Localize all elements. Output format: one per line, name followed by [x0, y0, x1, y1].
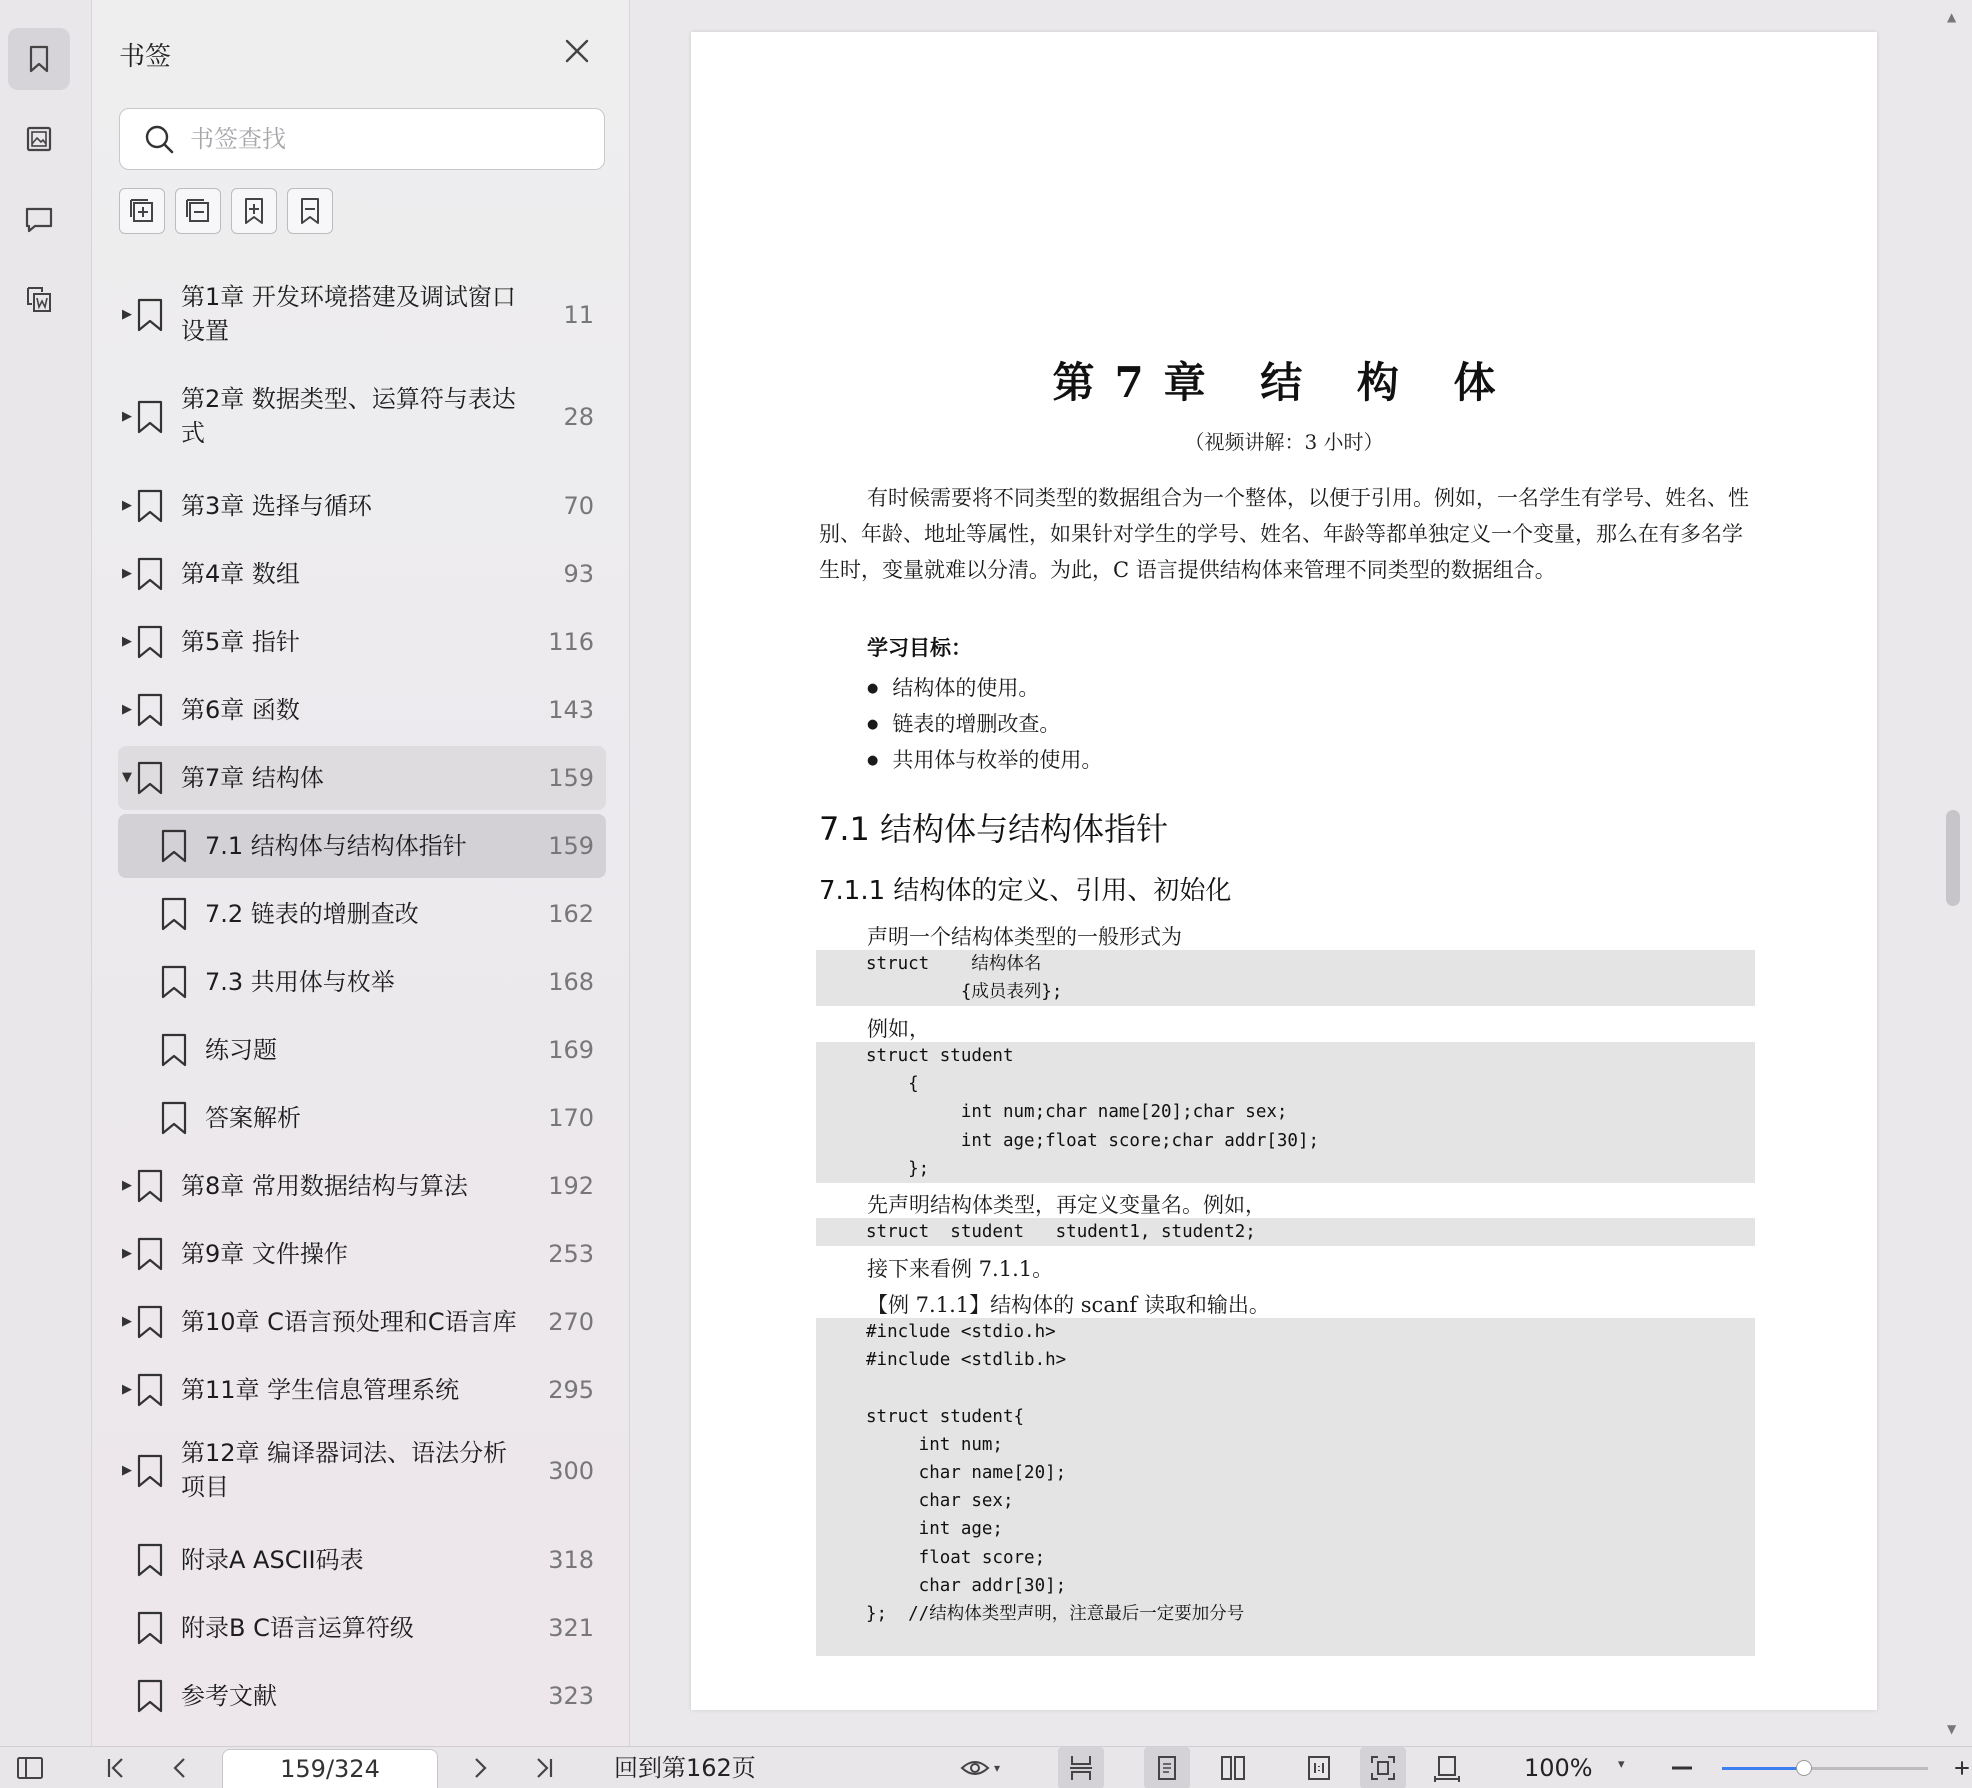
single-page-icon [1152, 1753, 1182, 1783]
chevron-left-icon [165, 1753, 195, 1783]
bookmark-page-number: 11 [563, 301, 594, 329]
bookmark-page-number: 321 [548, 1614, 594, 1642]
bookmark-icon [136, 625, 164, 659]
bookmark-icon [160, 897, 188, 931]
collapsed-arrow-icon[interactable]: ▶ [122, 1463, 132, 1478]
bookmark-page-number: 70 [563, 492, 594, 520]
sidebar-icon [15, 1753, 45, 1783]
actual-size-button[interactable] [1296, 1747, 1342, 1788]
panel-title: 书签 [119, 42, 172, 72]
return-to-page-link[interactable]: 回到第162页 [614, 1754, 756, 1782]
bookmark-item[interactable] [118, 746, 606, 810]
code-line: }; //结构体类型声明，注意最后一定要加分号 [866, 1603, 1245, 1624]
collapsed-arrow-icon[interactable]: ▶ [122, 634, 132, 649]
single-page-button[interactable] [1144, 1747, 1190, 1788]
bookmark-icon [136, 1373, 164, 1407]
close-icon[interactable] [560, 34, 594, 68]
zoom-level[interactable]: 100% [1524, 1754, 1593, 1782]
zoom-slider-handle[interactable] [1796, 1760, 1812, 1776]
bookmark-label: 第1章 开发环境搭建及调试窗口设置 [181, 283, 516, 345]
two-page-icon [1218, 1753, 1248, 1783]
bookmark-icon [136, 298, 164, 332]
section-heading: 7.1 结构体与结构体指针 [819, 810, 1169, 848]
search-icon [142, 122, 176, 156]
bookmark-label: 第12章 编译器词法、语法分析项目 [181, 1439, 508, 1501]
expand-all-button[interactable] [119, 188, 165, 234]
chevron-right-icon [465, 1753, 495, 1783]
bookmark-page-number: 159 [548, 764, 594, 792]
code-line: struct student [866, 1046, 1014, 1066]
first-page-button[interactable] [96, 1747, 136, 1788]
intro-paragraph: 有时候需要将不同类型的数据组合为一个整体，以便于引用。例如，一名学生有学号、姓名、性别、年龄、地址等属性，如果针对学生的学号、姓名、年龄等都单独定义一个变量，那么在有多名学生时，变量就难以分清。为此，C 语言提供结构体来管理不同类型的数据组合。 [819, 486, 1749, 582]
fit-width-button[interactable] [1424, 1747, 1470, 1788]
code-line: }; [866, 1158, 930, 1179]
bookmark-icon [136, 1611, 164, 1645]
bookmark-item[interactable] [118, 1154, 606, 1218]
last-page-icon [529, 1753, 559, 1783]
bookmark-item[interactable] [118, 678, 606, 742]
next-page-button[interactable] [460, 1747, 500, 1788]
bookmark-panel-button[interactable] [8, 28, 70, 90]
left-rail [0, 0, 92, 1746]
body-text: 先声明结构体类型，再定义变量名。例如， [867, 1193, 1266, 1217]
collapsed-arrow-icon[interactable]: ▶ [122, 1246, 132, 1261]
bookmark-item[interactable] [118, 950, 606, 1014]
fit-page-icon [1368, 1753, 1398, 1783]
bookmark-label: 7.1 结构体与结构体指针 [205, 832, 467, 860]
remove-bookmark-icon [294, 195, 326, 227]
bookmark-icon [136, 1543, 164, 1577]
bookmark-page-number: 295 [548, 1376, 594, 1404]
body-text: 接下来看例 7.1.1。 [867, 1257, 1054, 1281]
body-text: 例如， [867, 1017, 930, 1041]
bottom-toolbar [0, 1746, 1972, 1788]
goal-item: ● 共用体与枚举的使用。 [867, 744, 1102, 774]
first-page-icon [101, 1753, 131, 1783]
bookmark-page-number: 143 [548, 696, 594, 724]
remove-bookmark-button[interactable] [287, 188, 333, 234]
bookmark-label: 第4章 数组 [181, 560, 300, 588]
bookmark-icon [136, 1679, 164, 1713]
bookmark-label: 第8章 常用数据结构与算法 [181, 1172, 468, 1200]
scrollbar-thumb[interactable] [1946, 810, 1960, 906]
bookmark-page-number: 28 [563, 403, 594, 431]
bookmark-page-number: 162 [548, 900, 594, 928]
scroll-up-arrow[interactable]: ▲ [1947, 10, 1957, 24]
bookmark-item[interactable] [118, 270, 606, 360]
bookmark-icon [160, 1033, 188, 1067]
bookmark-icon [136, 489, 164, 523]
continuous-page-icon [1066, 1753, 1096, 1783]
bookmark-icon [160, 1101, 188, 1135]
add-bookmark-icon [238, 195, 270, 227]
zoom-in-button[interactable] [1952, 1747, 1972, 1788]
bookmark-label: 第11章 学生信息管理系统 [181, 1376, 460, 1404]
bookmark-label: 练习题 [205, 1036, 277, 1064]
bookmark-item[interactable] [118, 1426, 606, 1516]
bookmark-label: 7.3 共用体与枚举 [205, 968, 395, 996]
bookmark-icon [136, 1237, 164, 1271]
bookmark-item[interactable] [118, 1222, 606, 1286]
bookmark-page-number: 159 [548, 832, 594, 860]
bookmark-item[interactable] [118, 1596, 606, 1660]
goal-item: ● 结构体的使用。 [867, 672, 1039, 702]
bookmark-label: 第5章 指针 [181, 628, 300, 656]
collapsed-arrow-icon[interactable]: ▶ [122, 1382, 132, 1397]
comment-icon [22, 202, 56, 236]
zoom-slider-fill [1722, 1767, 1804, 1770]
bookmark-label: 第2章 数据类型、运算符与表达式 [181, 385, 516, 447]
bookmark-icon [136, 1454, 164, 1488]
goals-title: 学习目标： [867, 635, 972, 660]
fit-page-button[interactable] [1360, 1747, 1406, 1788]
bookmark-label: 附录A ASCII码表 [181, 1546, 364, 1574]
code-line [816, 1628, 1755, 1656]
bookmark-item[interactable] [118, 814, 606, 878]
continuous-scroll-button[interactable] [1058, 1747, 1104, 1788]
zoom-slider[interactable] [1722, 1767, 1928, 1770]
bookmark-item[interactable] [118, 1528, 606, 1592]
document-page [691, 32, 1877, 1710]
bookmark-label: 参考文献 [181, 1682, 277, 1710]
bookmark-item[interactable] [118, 474, 606, 538]
bookmark-page-number: 168 [548, 968, 594, 996]
collapsed-arrow-icon[interactable]: ▶ [122, 409, 132, 424]
bookmark-icon [136, 1305, 164, 1339]
collapse-all-icon [182, 195, 214, 227]
collapsed-arrow-icon[interactable]: ▶ [122, 498, 132, 513]
code-line: float score; [866, 1547, 1046, 1568]
code-block [816, 1318, 1755, 1656]
convert-panel-button[interactable] [8, 268, 70, 330]
code-line: #include <stdio.h> [866, 1322, 1056, 1342]
bookmark-page-number: 192 [548, 1172, 594, 1200]
bookmark-icon [136, 400, 164, 434]
bookmark-icon [136, 557, 164, 591]
plus-icon [1952, 1753, 1972, 1783]
word-convert-icon [22, 282, 56, 316]
bookmark-page-number: 253 [548, 1240, 594, 1268]
code-line: struct 结构体名 [866, 954, 1042, 974]
bookmark-page-number: 93 [563, 560, 594, 588]
comment-panel-button[interactable] [8, 188, 70, 250]
zoom-out-button[interactable] [1664, 1747, 1700, 1788]
code-block [816, 1218, 1755, 1246]
add-bookmark-button[interactable] [231, 188, 277, 234]
eye-icon [960, 1753, 990, 1783]
code-line: int num;char name[20];char sex; [866, 1102, 1288, 1123]
bookmark-page-number: 116 [548, 628, 594, 656]
bookmark-icon [136, 761, 164, 795]
minus-icon [1667, 1753, 1697, 1783]
two-page-button[interactable] [1210, 1747, 1256, 1788]
example-title: 【例 7.1.1】结构体的 scanf 读取和输出。 [867, 1293, 1270, 1317]
code-line: struct student student1, student2; [866, 1222, 1256, 1242]
previous-page-button[interactable] [160, 1747, 200, 1788]
bookmark-label: 7.2 链表的增删查改 [205, 900, 419, 928]
code-line: #include <stdlib.h> [866, 1350, 1067, 1371]
bookmark-page-number: 318 [548, 1546, 594, 1574]
image-icon [22, 122, 56, 156]
bookmark-item[interactable] [118, 1290, 606, 1354]
code-line: int num; [866, 1434, 1003, 1455]
collapsed-arrow-icon[interactable]: ▶ [122, 1178, 132, 1193]
bookmark-page-number: 169 [548, 1036, 594, 1064]
code-line [816, 1374, 1755, 1402]
bookmark-label: 第9章 文件操作 [181, 1240, 348, 1268]
bookmark-panel [92, 0, 630, 1746]
code-line: {成员表列}; [866, 982, 1063, 1003]
code-line: struct student{ [866, 1406, 1025, 1427]
bookmark-item[interactable] [118, 1086, 606, 1150]
subsection-heading: 7.1.1 结构体的定义、引用、初始化 [819, 876, 1232, 906]
collapsed-arrow-icon[interactable]: ▶ [122, 566, 132, 581]
bookmark-icon [22, 42, 56, 76]
bookmark-label: 答案解析 [205, 1104, 301, 1132]
bookmark-item[interactable] [118, 1664, 606, 1728]
bookmark-label: 第7章 结构体 [181, 764, 324, 792]
bookmark-item[interactable] [118, 882, 606, 946]
chevron-down-icon: ▾ [993, 1761, 1001, 1775]
chapter-title: 第7章 结 构 体 [1052, 358, 1516, 407]
page-number-field[interactable]: 159/324 [222, 1749, 438, 1788]
code-line: int age;float score;char addr[30]; [866, 1130, 1320, 1151]
bookmark-icon [160, 829, 188, 863]
bookmark-label: 第10章 C语言预处理和C语言库 [181, 1308, 517, 1336]
bookmark-page-number: 300 [548, 1457, 594, 1485]
last-page-button[interactable] [524, 1747, 564, 1788]
actual-size-icon [1304, 1753, 1334, 1783]
body-text: 声明一个结构体类型的一般形式为 [867, 925, 1182, 949]
bookmark-item[interactable] [118, 610, 606, 674]
bookmark-item[interactable] [118, 542, 606, 606]
code-line: int age; [866, 1519, 1003, 1540]
code-block [816, 1042, 1755, 1183]
code-line: char name[20]; [866, 1462, 1067, 1483]
chapter-subtitle: （视频讲解：3 小时） [1184, 430, 1384, 454]
toggle-sidebar-button[interactable] [10, 1747, 50, 1788]
bookmark-page-number: 270 [548, 1308, 594, 1336]
bookmark-icon [136, 1169, 164, 1203]
bookmark-item[interactable] [118, 1358, 606, 1422]
zoom-dropdown-icon[interactable]: ▾ [1618, 1757, 1625, 1772]
bookmark-icon [160, 965, 188, 999]
bookmark-icon [136, 693, 164, 727]
bookmark-label: 第3章 选择与循环 [181, 492, 372, 520]
scroll-down-arrow[interactable]: ▼ [1947, 1722, 1957, 1736]
collapse-all-button[interactable] [175, 188, 221, 234]
code-block [816, 950, 1755, 1006]
bookmark-page-number: 170 [548, 1104, 594, 1132]
view-mode-button[interactable] [950, 1747, 1010, 1788]
collapsed-arrow-icon[interactable]: ▶ [122, 702, 132, 717]
bookmark-search-input[interactable] [190, 125, 590, 153]
code-line: char addr[30]; [866, 1575, 1067, 1596]
thumbnail-panel-button[interactable] [8, 108, 70, 170]
expand-all-icon [126, 195, 158, 227]
goal-item: ● 链表的增删改查。 [867, 708, 1060, 738]
bookmark-item[interactable] [118, 372, 606, 462]
document-viewport [631, 0, 1972, 1746]
code-line: char sex; [866, 1491, 1014, 1512]
bookmark-page-number: 323 [548, 1682, 594, 1710]
fit-width-icon [1432, 1753, 1462, 1783]
search-box [119, 108, 605, 170]
bookmark-label: 附录B C语言运算符级 [181, 1614, 414, 1642]
bookmark-label: 第6章 函数 [181, 696, 300, 724]
code-line: { [866, 1074, 919, 1095]
expanded-arrow-icon[interactable]: ▼ [122, 770, 132, 785]
collapsed-arrow-icon[interactable]: ▶ [122, 1314, 132, 1329]
bookmark-item[interactable] [118, 1018, 606, 1082]
collapsed-arrow-icon[interactable]: ▶ [122, 307, 132, 322]
